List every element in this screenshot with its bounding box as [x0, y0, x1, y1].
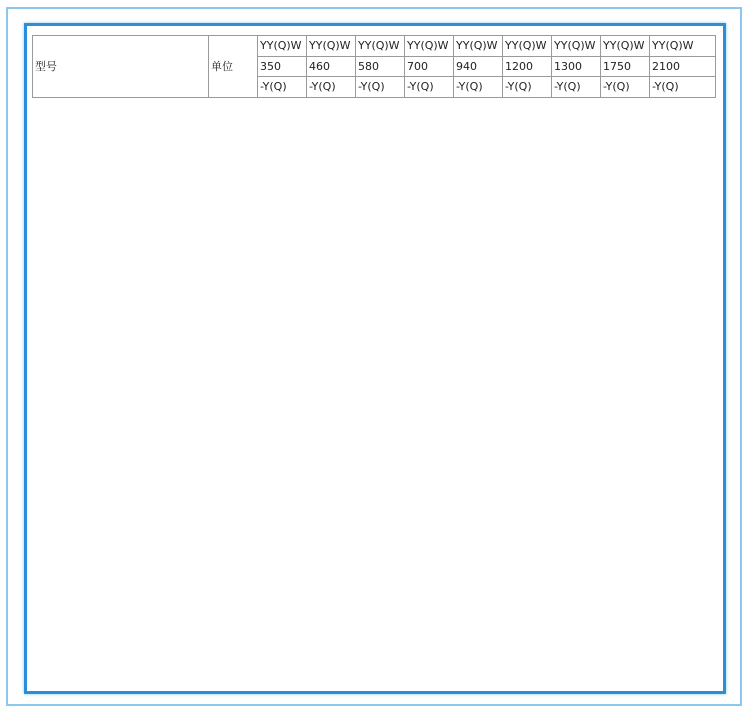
header-model-label: 型号	[33, 36, 209, 98]
model-cell: -Y(Q)	[258, 77, 307, 98]
model-cell: -Y(Q)	[454, 77, 503, 98]
model-cell: 1750	[601, 56, 650, 77]
model-cell: -Y(Q)	[356, 77, 405, 98]
model-cell: 460	[307, 56, 356, 77]
model-cell: 700	[405, 56, 454, 77]
header-unit-label: 单位	[209, 36, 258, 98]
model-cell: YY(Q)W	[307, 36, 356, 57]
model-cell: 2100	[650, 56, 716, 77]
table-row	[33, 36, 716, 57]
model-cell: -Y(Q)	[503, 77, 552, 98]
model-cell: -Y(Q)	[650, 77, 716, 98]
model-cell: YY(Q)W	[454, 36, 503, 57]
model-cell: 350	[258, 56, 307, 77]
model-cell: YY(Q)W	[650, 36, 716, 57]
model-cell: YY(Q)W	[356, 36, 405, 57]
model-cell: 1200	[503, 56, 552, 77]
model-cell: -Y(Q)	[601, 77, 650, 98]
table-frame	[24, 23, 726, 694]
model-cell: -Y(Q)	[552, 77, 601, 98]
model-cell: YY(Q)W	[552, 36, 601, 57]
model-cell: YY(Q)W	[258, 36, 307, 57]
model-cell: 1300	[552, 56, 601, 77]
model-cell: 580	[356, 56, 405, 77]
spec-table	[32, 35, 716, 98]
model-cell: -Y(Q)	[307, 77, 356, 98]
model-cell: YY(Q)W	[503, 36, 552, 57]
model-cell: -Y(Q)	[405, 77, 454, 98]
model-cell: YY(Q)W	[405, 36, 454, 57]
model-cell: 940	[454, 56, 503, 77]
model-cell: YY(Q)W	[601, 36, 650, 57]
